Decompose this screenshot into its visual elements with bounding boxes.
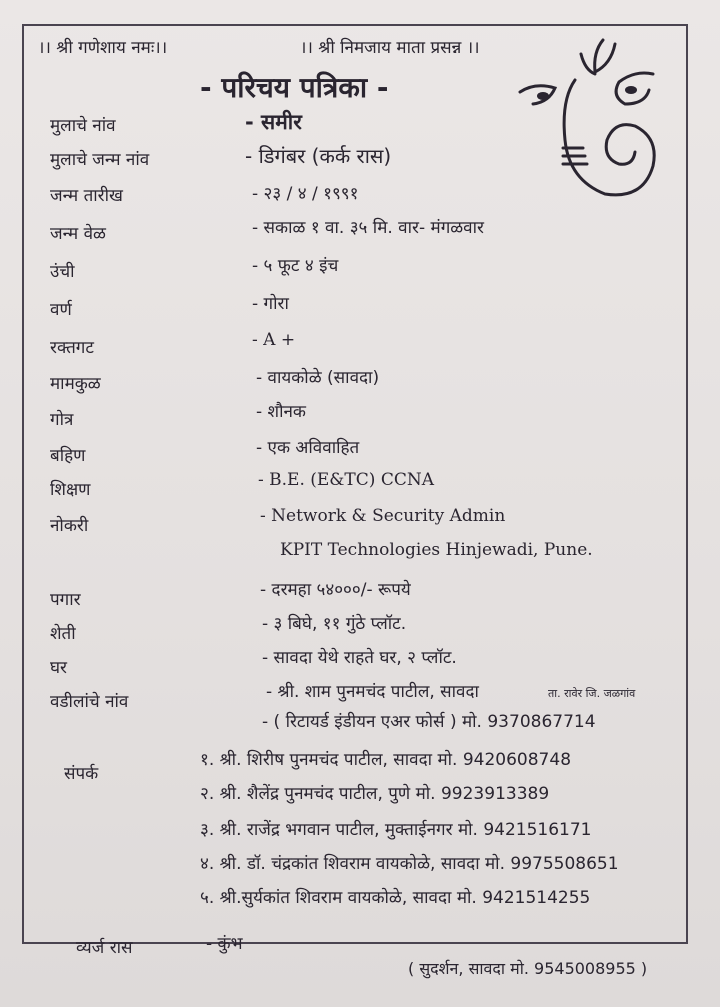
field-label-father-name: वडीलांचे नांव <box>50 692 129 712</box>
field-value-blood-group: - A + <box>252 330 296 350</box>
field-value-complexion: - गोरा <box>252 294 289 314</box>
printer-footer: ( सुदर्शन, सावदा मो. 9545008955 ) <box>408 959 648 978</box>
field-value-house: - सावदा येथे राहते घर, २ प्लॉट. <box>262 648 457 668</box>
varj-ras-label: व्यर्ज रास <box>76 938 133 958</box>
field-value-father-taluka: ता. रावेर जि. जळगांव <box>548 687 636 700</box>
field-label-job: नोकरी <box>50 516 89 536</box>
field-value-birth-date: - २३ / ४ / १९९१ <box>252 184 359 204</box>
document-title: - परिचय पत्रिका - <box>200 71 389 104</box>
contact-item-5: ५. श्री.सुर्यकांत शिवराम वायकोळे, सावदा मो. 9421514255 <box>200 888 591 908</box>
field-label-birth-date: जन्म तारीख <box>50 186 123 206</box>
field-label-gotra: गोत्र <box>50 410 74 430</box>
field-value-mamkul: - वायकोळे (सावदा) <box>256 368 380 388</box>
field-value-gotra: - शौनक <box>256 402 306 422</box>
varj-ras-value: - कुंभ <box>206 934 243 954</box>
contacts-label: संपर्क <box>64 764 99 784</box>
contact-item-3: ३. श्री. राजेंद्र भगवान पाटील, मुक्ताईनगर मो. 9421516171 <box>200 820 592 840</box>
contact-item-1: १. श्री. शिरीष पुनमचंद पाटील, सावदा मो. 9420608748 <box>200 750 572 770</box>
left-invocation: ।। श्री गणेशाय नमः।। <box>38 38 168 58</box>
field-value-height: - ५ फूट ४ इंच <box>252 256 339 276</box>
field-label-height: उंची <box>50 262 75 282</box>
field-value-education: - B.E. (E&TC) CCNA <box>258 470 434 490</box>
field-label-birth-name: मुलाचे जन्म नांव <box>50 150 150 170</box>
ganesha-line-art-icon <box>515 30 665 210</box>
field-label-birth-time: जन्म वेळ <box>50 224 106 244</box>
field-label-complexion: वर्ण <box>50 300 72 320</box>
field-value-birth-name: - डिगंबर (कर्क रास) <box>245 144 392 168</box>
field-value-salary: - दरमहा ५४०००/- रूपये <box>260 580 411 600</box>
field-label-sister: बहिण <box>50 446 86 466</box>
field-value-job-company: KPIT Technologies Hinjewadi, Pune. <box>280 540 593 560</box>
field-label-education: शिक्षण <box>50 480 91 500</box>
field-label-salary: पगार <box>50 590 81 610</box>
field-value-birth-time: - सकाळ १ वा. ३५ मि. वार- मंगळवार <box>252 218 484 238</box>
field-value-farm: - ३ बिघे, ११ गुंठे प्लॉट. <box>262 614 407 634</box>
contact-item-4: ४. श्री. डॉ. चंद्रकांत शिवराम वायकोळे, सावदा मो. 9975508651 <box>200 854 619 874</box>
field-value-sister: - एक अविवाहित <box>256 438 360 458</box>
field-label-name: मुलाचे नांव <box>50 116 116 136</box>
contact-item-2: २. श्री. शैलेंद्र पुनमचंद पाटील, पुणे मो. 9923913389 <box>200 784 550 804</box>
right-invocation: ।। श्री निमजाय माता प्रसन्न ।। <box>300 38 480 58</box>
field-label-house: घर <box>50 658 67 678</box>
field-value-father-name: - श्री. शाम पुनमचंद पाटील, सावदा <box>266 682 479 702</box>
field-value-job: - Network & Security Admin <box>260 506 506 526</box>
field-label-mamkul: मामकुळ <box>50 374 101 394</box>
field-value-name: - समीर <box>245 110 302 134</box>
field-value-father-detail: - ( रिटायर्ड इंडीयन एअर फोर्स ) मो. 9370867714 <box>262 712 596 732</box>
field-label-blood-group: रक्तगट <box>50 338 94 358</box>
field-label-farm: शेती <box>50 624 76 644</box>
